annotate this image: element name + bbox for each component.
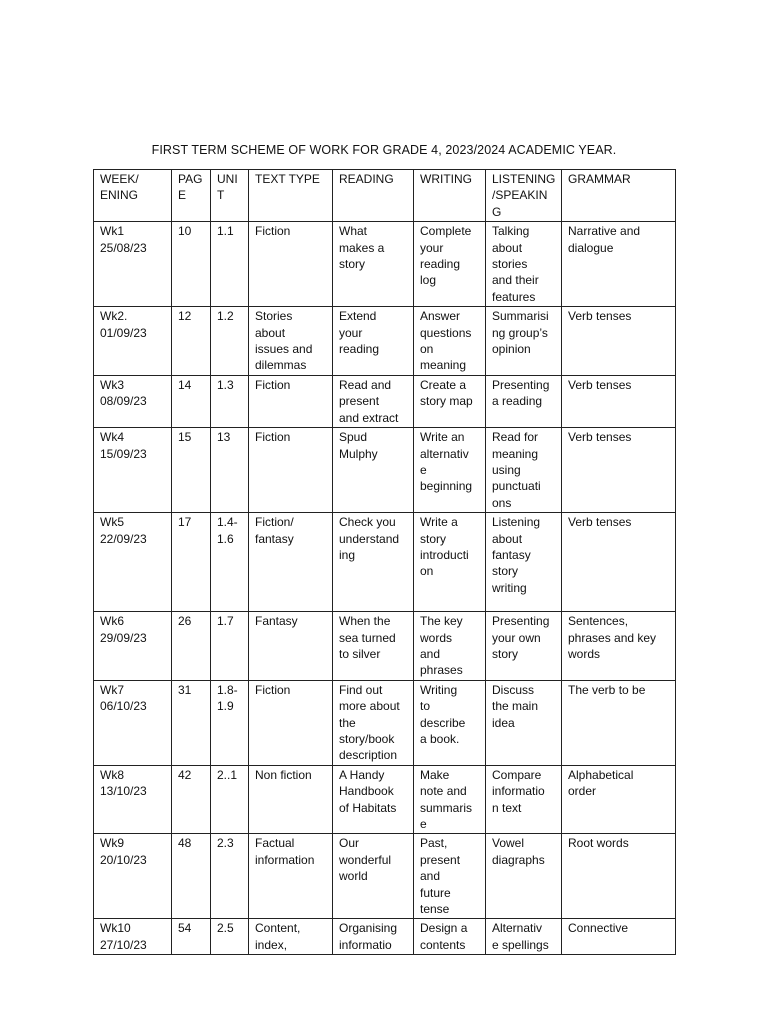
cell-text-type: Fiction/ fantasy [249,513,333,612]
cell-text-type: Content, index, [249,919,333,955]
header-text-type: TEXT TYPE [249,170,333,222]
cell-grammar: Connective [562,919,676,955]
cell-page: 42 [172,765,211,834]
document-title: FIRST TERM SCHEME OF WORK FOR GRADE 4, 2023/2024 ACADEMIC YEAR. [151,143,617,157]
cell-text-type: Fiction [249,428,333,513]
cell-writing: Write an alternativ e beginning [414,428,486,513]
cell-grammar: Sentences, phrases and key words [562,612,676,681]
cell-grammar: Alphabetical order [562,765,676,834]
cell-listening-speaking: Presenting your own story [486,612,562,681]
cell-unit: 1.7 [211,612,249,681]
cell-grammar: Verb tenses [562,375,676,427]
table-row [94,513,676,612]
table-row [94,307,676,376]
table-row [94,612,676,681]
cell-week-ending: Wk6 29/09/23 [94,612,172,681]
cell-writing: Writing to describe a book. [414,680,486,765]
cell-text-type: Stories about issues and dilemmas [249,307,333,376]
cell-writing: The key words and phrases [414,612,486,681]
cell-listening-speaking: Listening about fantasy story writing [486,513,562,612]
cell-writing: Write a story introducti on [414,513,486,612]
cell-grammar: Verb tenses [562,307,676,376]
cell-week-ending: Wk9 20/10/23 [94,834,172,919]
cell-reading: Organising informatio [333,919,414,955]
cell-unit: 1.8- 1.9 [211,680,249,765]
cell-page: 15 [172,428,211,513]
cell-week-ending: Wk5 22/09/23 [94,513,172,612]
cell-text-type: Non fiction [249,765,333,834]
cell-grammar: Narrative and dialogue [562,222,676,307]
cell-listening-speaking: Summarisi ng group’s opinion [486,307,562,376]
cell-unit: 2.5 [211,919,249,955]
cell-text-type: Fiction [249,680,333,765]
cell-listening-speaking: Discuss the main idea [486,680,562,765]
cell-listening-speaking: Talking about stories and their features [486,222,562,307]
cell-reading: Find out more about the story/book description [333,680,414,765]
cell-listening-speaking: Read for meaning using punctuati ons [486,428,562,513]
header-page: PAG E [172,170,211,222]
cell-reading: Our wonderful world [333,834,414,919]
cell-listening-speaking: Alternativ e spellings [486,919,562,955]
table-row [94,428,676,513]
table-row [94,375,676,427]
scheme-of-work-table [93,169,676,955]
cell-week-ending: Wk10 27/10/23 [94,919,172,955]
cell-grammar: Verb tenses [562,428,676,513]
cell-unit: 1.2 [211,307,249,376]
cell-week-ending: Wk4 15/09/23 [94,428,172,513]
table-header-row [94,170,676,222]
cell-grammar: Verb tenses [562,513,676,612]
cell-unit: 2.3 [211,834,249,919]
cell-page: 54 [172,919,211,955]
table-row [94,834,676,919]
table-body [94,222,676,955]
cell-unit: 2..1 [211,765,249,834]
cell-writing: Complete your reading log [414,222,486,307]
cell-text-type: Fiction [249,222,333,307]
header-unit: UNI T [211,170,249,222]
cell-reading: Read and present and extract [333,375,414,427]
cell-listening-speaking: Vowel diagraphs [486,834,562,919]
cell-grammar: Root words [562,834,676,919]
header-grammar: GRAMMAR [562,170,676,222]
header-week-ending: WEEK/ ENING [94,170,172,222]
cell-reading: When the sea turned to silver [333,612,414,681]
cell-page: 14 [172,375,211,427]
cell-week-ending: Wk3 08/09/23 [94,375,172,427]
cell-reading: Extend your reading [333,307,414,376]
header-writing: WRITING [414,170,486,222]
cell-reading: A Handy Handbook of Habitats [333,765,414,834]
cell-listening-speaking: Compare informatio n text [486,765,562,834]
cell-reading: What makes a story [333,222,414,307]
cell-writing: Create a story map [414,375,486,427]
cell-week-ending: Wk2. 01/09/23 [94,307,172,376]
cell-week-ending: Wk7 06/10/23 [94,680,172,765]
cell-page: 12 [172,307,211,376]
cell-writing: Answer questions on meaning [414,307,486,376]
header-listening-speaking: LISTENING /SPEAKIN G [486,170,562,222]
cell-writing: Make note and summaris e [414,765,486,834]
cell-writing: Past, present and future tense [414,834,486,919]
table-row [94,765,676,834]
table-row [94,222,676,307]
cell-reading: Check you understand ing [333,513,414,612]
cell-page: 17 [172,513,211,612]
table-row [94,919,676,955]
cell-week-ending: Wk8 13/10/23 [94,765,172,834]
cell-text-type: Factual information [249,834,333,919]
cell-unit: 1.1 [211,222,249,307]
cell-writing: Design a contents [414,919,486,955]
cell-reading: Spud Mulphy [333,428,414,513]
cell-listening-speaking: Presenting a reading [486,375,562,427]
cell-page: 31 [172,680,211,765]
cell-grammar: The verb to be [562,680,676,765]
cell-text-type: Fantasy [249,612,333,681]
cell-text-type: Fiction [249,375,333,427]
cell-unit: 13 [211,428,249,513]
cell-page: 48 [172,834,211,919]
cell-unit: 1.3 [211,375,249,427]
cell-page: 10 [172,222,211,307]
table-row [94,680,676,765]
cell-unit: 1.4- 1.6 [211,513,249,612]
header-reading: READING [333,170,414,222]
cell-week-ending: Wk1 25/08/23 [94,222,172,307]
cell-page: 26 [172,612,211,681]
